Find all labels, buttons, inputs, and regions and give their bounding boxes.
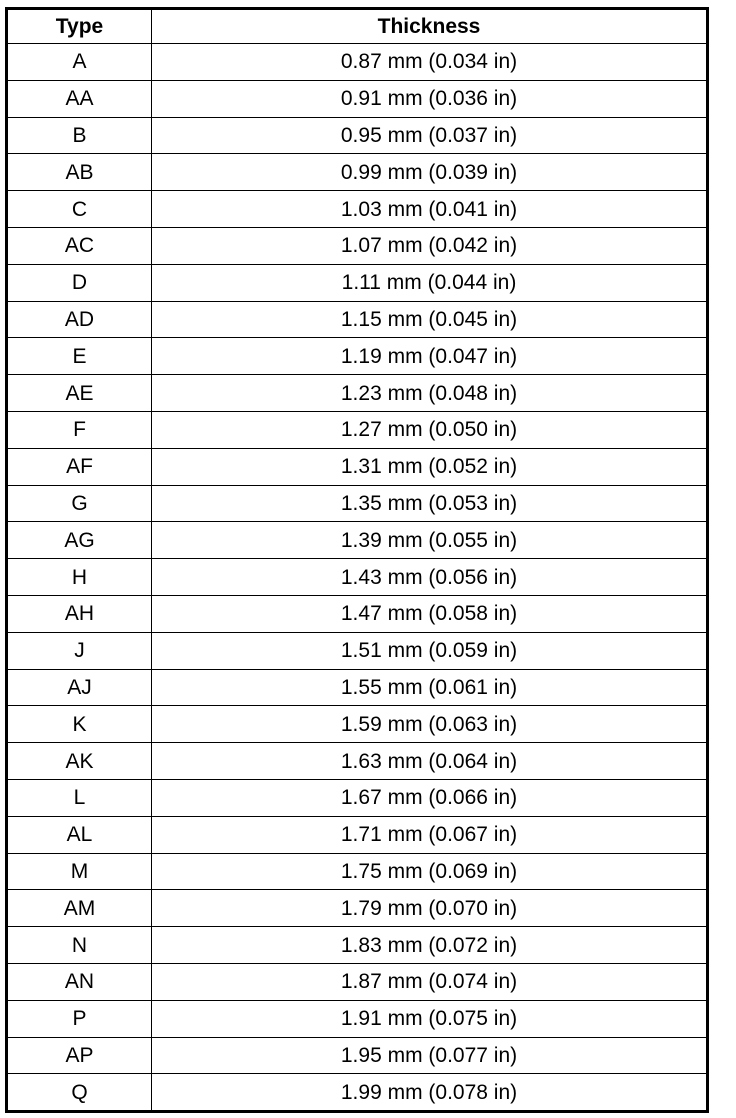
type-cell: AK [7,743,152,780]
type-cell: L [7,779,152,816]
table-row [7,669,708,706]
table-row [7,779,708,816]
type-cell: AL [7,816,152,853]
type-cell: G [7,485,152,522]
thickness-cell: 1.67 mm (0.066 in) [152,779,708,816]
thickness-column-header: Thickness [152,9,708,44]
thickness-cell: 0.99 mm (0.039 in) [152,154,708,191]
table-row [7,264,708,301]
thickness-cell: 1.87 mm (0.074 in) [152,963,708,1000]
table-body [7,44,708,1112]
table-row [7,595,708,632]
thickness-cell: 1.99 mm (0.078 in) [152,1074,708,1112]
table-header [7,9,708,44]
table-row [7,1037,708,1074]
thickness-cell: 0.95 mm (0.037 in) [152,117,708,154]
table-row [7,44,708,81]
thickness-cell: 1.59 mm (0.063 in) [152,706,708,743]
thickness-cell: 1.47 mm (0.058 in) [152,595,708,632]
thickness-cell: 1.55 mm (0.061 in) [152,669,708,706]
thickness-cell: 1.75 mm (0.069 in) [152,853,708,890]
type-cell: AM [7,890,152,927]
type-cell: H [7,559,152,596]
type-cell: AB [7,154,152,191]
table-row [7,816,708,853]
table-row [7,632,708,669]
thickness-cell: 0.87 mm (0.034 in) [152,44,708,81]
thickness-cell: 1.79 mm (0.070 in) [152,890,708,927]
thickness-table [5,7,709,1113]
table-row [7,338,708,375]
type-cell: A [7,44,152,81]
thickness-cell: 1.15 mm (0.045 in) [152,301,708,338]
table-row [7,890,708,927]
thickness-cell: 1.43 mm (0.056 in) [152,559,708,596]
thickness-cell: 1.83 mm (0.072 in) [152,927,708,964]
thickness-cell: 1.11 mm (0.044 in) [152,264,708,301]
table-row [7,227,708,264]
type-cell: E [7,338,152,375]
type-cell: AH [7,595,152,632]
type-cell: C [7,191,152,228]
type-cell: F [7,411,152,448]
table-row [7,522,708,559]
thickness-cell: 1.91 mm (0.075 in) [152,1000,708,1037]
table-row [7,706,708,743]
table-row [7,117,708,154]
thickness-cell: 0.91 mm (0.036 in) [152,80,708,117]
type-cell: Q [7,1074,152,1112]
type-cell: M [7,853,152,890]
type-cell: AP [7,1037,152,1074]
thickness-cell: 1.31 mm (0.052 in) [152,448,708,485]
thickness-cell: 1.03 mm (0.041 in) [152,191,708,228]
thickness-cell: 1.23 mm (0.048 in) [152,375,708,412]
table-row [7,963,708,1000]
thickness-cell: 1.35 mm (0.053 in) [152,485,708,522]
type-cell: AJ [7,669,152,706]
type-cell: N [7,927,152,964]
table-row [7,1074,708,1112]
type-cell: K [7,706,152,743]
header-row [7,9,708,44]
thickness-cell: 1.63 mm (0.064 in) [152,743,708,780]
table-row [7,154,708,191]
table-row [7,301,708,338]
thickness-cell: 1.07 mm (0.042 in) [152,227,708,264]
thickness-cell: 1.51 mm (0.059 in) [152,632,708,669]
type-cell: AN [7,963,152,1000]
type-cell: AG [7,522,152,559]
table-row [7,743,708,780]
type-cell: B [7,117,152,154]
type-cell: AA [7,80,152,117]
thickness-cell: 1.95 mm (0.077 in) [152,1037,708,1074]
table-row [7,80,708,117]
type-cell: J [7,632,152,669]
table-row [7,485,708,522]
table-row [7,559,708,596]
type-cell: AC [7,227,152,264]
type-cell: D [7,264,152,301]
table-row [7,191,708,228]
thickness-cell: 1.27 mm (0.050 in) [152,411,708,448]
table-row [7,853,708,890]
thickness-cell: 1.19 mm (0.047 in) [152,338,708,375]
table-row [7,927,708,964]
type-column-header: Type [7,9,152,44]
table-row [7,1000,708,1037]
type-cell: AF [7,448,152,485]
type-cell: P [7,1000,152,1037]
table-row [7,411,708,448]
type-cell: AE [7,375,152,412]
table-row [7,448,708,485]
thickness-cell: 1.71 mm (0.067 in) [152,816,708,853]
thickness-cell: 1.39 mm (0.055 in) [152,522,708,559]
table-row [7,375,708,412]
type-cell: AD [7,301,152,338]
